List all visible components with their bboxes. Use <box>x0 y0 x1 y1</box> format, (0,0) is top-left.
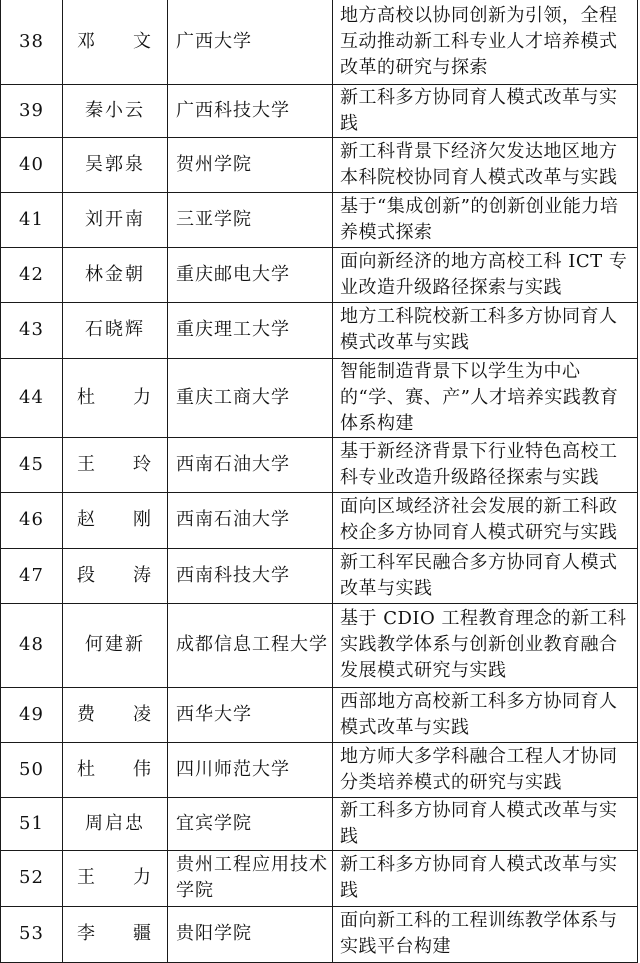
row-number: 42 <box>1 247 63 302</box>
project-title: 面向新经济的地方高校工科 ICT 专业改造升级路径探索与实践 <box>333 247 638 302</box>
project-title: 地方师大多学科融合工程人才协同分类培养模式的研究与实践 <box>333 742 638 797</box>
school-name: 重庆邮电大学 <box>168 247 333 302</box>
row-number: 50 <box>1 742 63 797</box>
leader-name: 石晓辉 <box>63 302 168 358</box>
leader-name: 吴郭泉 <box>63 137 168 192</box>
project-title: 地方工科院校新工科多方协同育人模式改革与实践 <box>333 302 638 358</box>
leader-name: 费 凌 <box>63 687 168 742</box>
leader-name: 王 玲 <box>63 437 168 492</box>
row-number: 51 <box>1 797 63 850</box>
leader-name: 何建新 <box>63 603 168 687</box>
leader-name: 段 涛 <box>63 548 168 603</box>
table-row <box>1 437 638 492</box>
school-name: 三亚学院 <box>168 192 333 247</box>
school-name: 西华大学 <box>168 687 333 742</box>
school-name: 西南科技大学 <box>168 548 333 603</box>
school-name: 广西科技大学 <box>168 84 333 137</box>
table-row <box>1 302 638 358</box>
table-row <box>1 247 638 302</box>
school-name: 贵阳学院 <box>168 906 333 962</box>
row-number: 43 <box>1 302 63 358</box>
table-row <box>1 687 638 742</box>
project-title: 新工科军民融合多方协同育人模式改革与实践 <box>333 548 638 603</box>
project-title: 基于新经济背景下行业特色高校工科专业改造升级路径探索与实践 <box>333 437 638 492</box>
leader-name: 邓 文 <box>63 0 168 84</box>
row-number: 45 <box>1 437 63 492</box>
table-row <box>1 797 638 850</box>
row-number: 38 <box>1 0 63 84</box>
school-name: 四川师范大学 <box>168 742 333 797</box>
table-row <box>1 84 638 137</box>
row-number: 52 <box>1 850 63 906</box>
school-name: 重庆工商大学 <box>168 358 333 437</box>
row-number: 39 <box>1 84 63 137</box>
leader-name: 李 疆 <box>63 906 168 962</box>
leader-name: 周启忠 <box>63 797 168 850</box>
project-title: 面向新工科的工程训练教学体系与实践平台构建 <box>333 906 638 962</box>
table-row <box>1 0 638 84</box>
school-name: 成都信息工程大学 <box>168 603 333 687</box>
project-title: 新工科多方协同育人模式改革与实践 <box>333 797 638 850</box>
school-name: 宜宾学院 <box>168 797 333 850</box>
table-row <box>1 742 638 797</box>
leader-name: 刘开南 <box>63 192 168 247</box>
project-title: 新工科多方协同育人模式改革与实践 <box>333 84 638 137</box>
school-name: 贺州学院 <box>168 137 333 192</box>
leader-name: 王 力 <box>63 850 168 906</box>
school-name: 西南石油大学 <box>168 492 333 548</box>
school-name: 重庆理工大学 <box>168 302 333 358</box>
project-title: 面向区域经济社会发展的新工科政校企多方协同育人模式研究与实践 <box>333 492 638 548</box>
table-row <box>1 192 638 247</box>
leader-name: 林金朝 <box>63 247 168 302</box>
table-row <box>1 492 638 548</box>
project-title: 新工科多方协同育人模式改革与实践 <box>333 850 638 906</box>
project-title: 西部地方高校新工科多方协同育人模式改革与实践 <box>333 687 638 742</box>
row-number: 53 <box>1 906 63 962</box>
row-number: 40 <box>1 137 63 192</box>
row-number: 44 <box>1 358 63 437</box>
leader-name: 赵 刚 <box>63 492 168 548</box>
table-row <box>1 906 638 962</box>
row-number: 48 <box>1 603 63 687</box>
table-row <box>1 358 638 437</box>
table-row <box>1 548 638 603</box>
table-row <box>1 603 638 687</box>
row-number: 41 <box>1 192 63 247</box>
school-name: 西南石油大学 <box>168 437 333 492</box>
table-row <box>1 850 638 906</box>
school-name: 广西大学 <box>168 0 333 84</box>
project-title: 新工科背景下经济欠发达地区地方本科院校协同育人模式改革与实践 <box>333 137 638 192</box>
leader-name: 杜 力 <box>63 358 168 437</box>
project-title: 基于“集成创新”的创新创业能力培养模式探索 <box>333 192 638 247</box>
school-name: 贵州工程应用技术学院 <box>168 850 333 906</box>
project-title: 智能制造背景下以学生为中心的“学、赛、产”人才培养实践教育体系构建 <box>333 358 638 437</box>
row-number: 46 <box>1 492 63 548</box>
leader-name: 秦小云 <box>63 84 168 137</box>
project-title: 地方高校以协同创新为引领，全程互动推动新工科专业人才培养模式改革的研究与探索 <box>333 0 638 84</box>
project-title: 基于 CDIO 工程教育理念的新工科实践教学体系与创新创业教育融合发展模式研究与实践 <box>333 603 638 687</box>
row-number: 47 <box>1 548 63 603</box>
table-row <box>1 137 638 192</box>
leader-name: 杜 伟 <box>63 742 168 797</box>
row-number: 49 <box>1 687 63 742</box>
